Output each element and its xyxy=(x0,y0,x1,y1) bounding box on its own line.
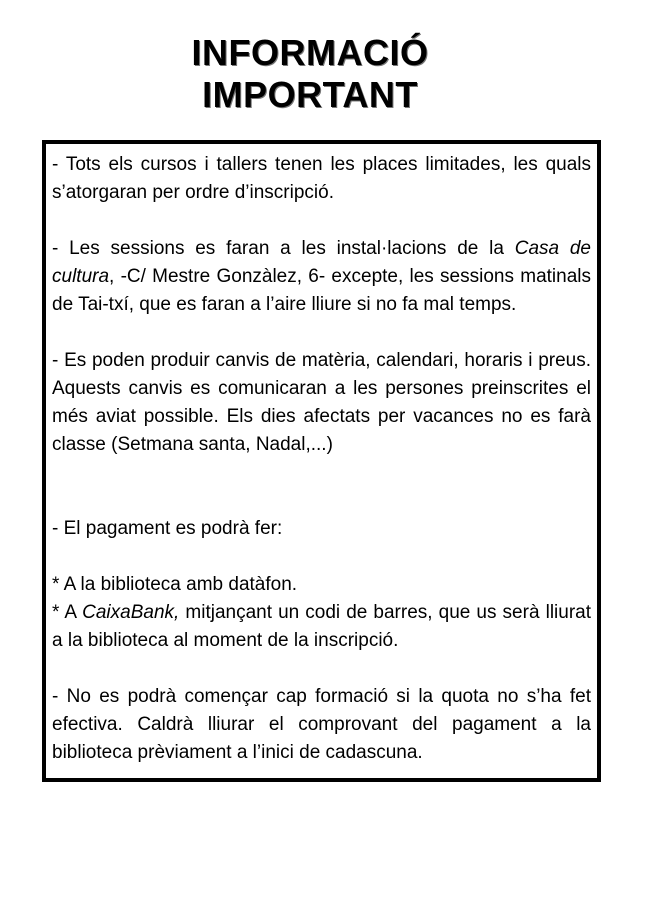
paragraph-sessions-location xyxy=(52,235,591,319)
paragraph-payment-required: - No es podrà començar cap formació si la quota no s’ha fet efectiva. Caldrà lliurar el comprovant del pagament a la biblioteca prèviament a l’inici de cadascuna. xyxy=(52,686,591,763)
sessions-text-start: - Les sessions es faran a les instal·lacions de la xyxy=(52,238,515,259)
paragraph-limited-places: - Tots els cursos i tallers tenen les places limitades, les quals s’atorgaran per ordre d’inscripció. xyxy=(52,154,591,203)
notice-box xyxy=(42,140,601,782)
title-line-2: IMPORTANT xyxy=(202,74,418,115)
paragraph-spacer xyxy=(52,207,591,235)
sessions-text-end: , -C/ Mestre Gonzàlez, 6- excepte, les sessions matinals de Tai-txí, que es faran a l’aire lliure si no fa mal temps. xyxy=(52,266,591,315)
bank-name: CaixaBank, xyxy=(82,602,180,623)
paragraph-payment-intro: - El pagament es podrà fer: xyxy=(52,518,283,539)
bank-text-start: * A xyxy=(52,602,83,623)
payment-option-library: * A la biblioteca amb datàfon. xyxy=(52,574,298,595)
page-title xyxy=(150,32,470,116)
bank-text-end: mitjançant un codi de barres, que us serà lliurat a la biblioteca al moment de la inscripció. xyxy=(52,602,592,651)
venue-name: Casa de cultura xyxy=(52,238,591,287)
payment-option-bank xyxy=(52,599,591,655)
paragraph-spacer xyxy=(52,459,591,515)
paragraph-changes: - Es poden produir canvis de matèria, calendari, horaris i preus. Aquests canvis es comunicaran a les persones preinscrites el més aviat possible. Els dies afectats per vacances no es farà classe (Setmana santa, Nadal,...) xyxy=(52,350,591,455)
paragraph-spacer xyxy=(52,655,591,683)
paragraph-spacer xyxy=(52,319,591,347)
title-line-1: INFORMACIÓ xyxy=(191,32,429,73)
paragraph-spacer xyxy=(52,543,591,571)
